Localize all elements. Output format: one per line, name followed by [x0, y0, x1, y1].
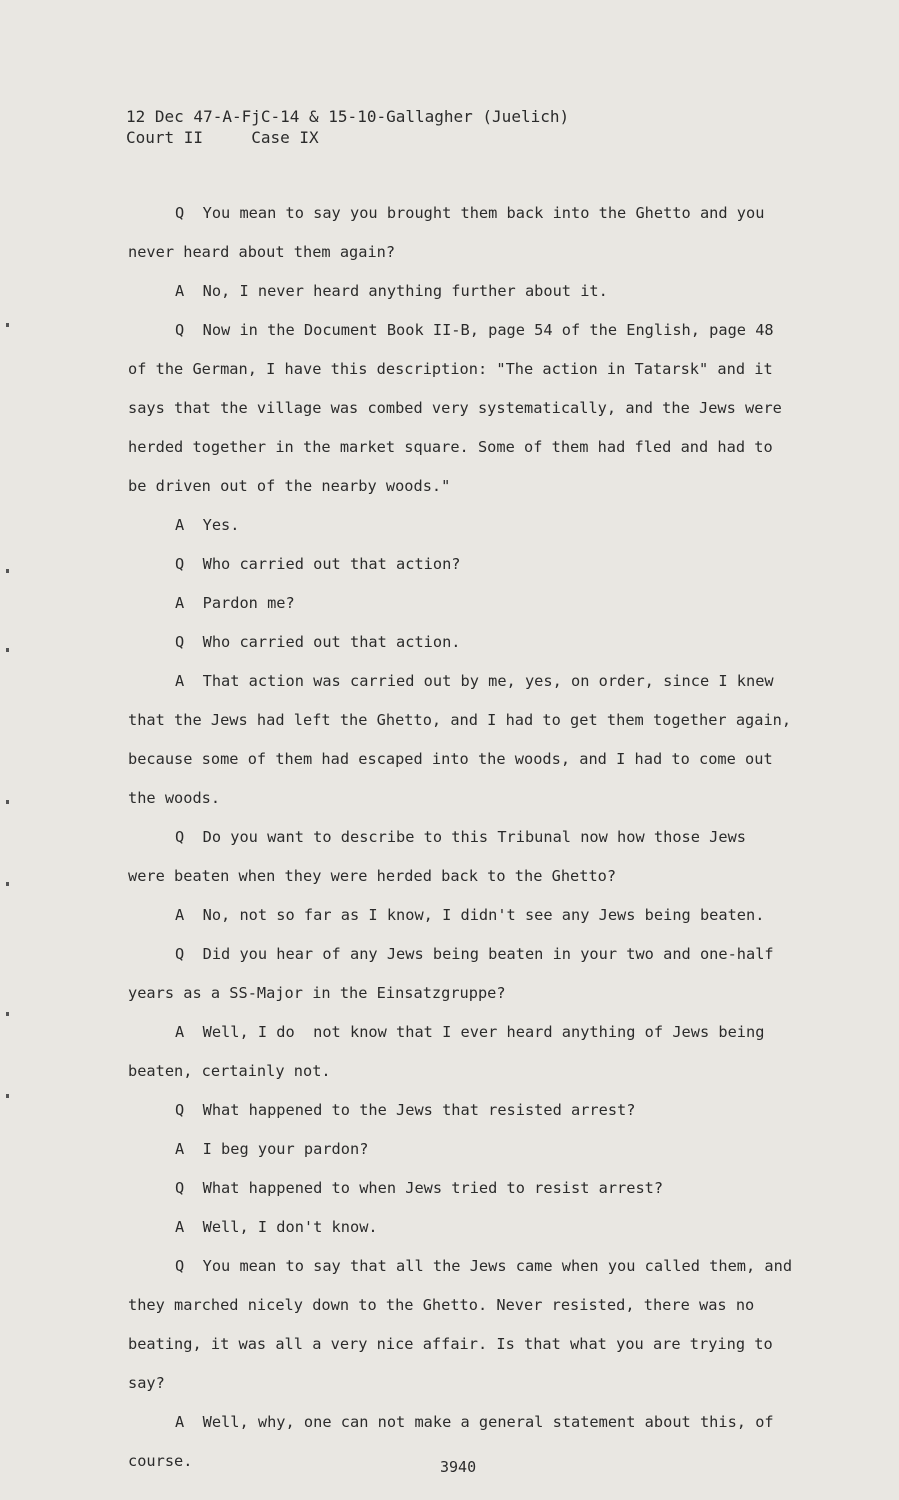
- margin-mark: [6, 1012, 9, 1016]
- header-line-1: 12 Dec 47-A-FjC-14 & 15-10-Gallagher (Juelich): [126, 107, 570, 126]
- transcript-line: A Well, I do not know that I ever heard anything of Jews being: [175, 1023, 765, 1041]
- margin-mark: [6, 800, 9, 804]
- transcript-line: years as a SS-Major in the Einsatzgruppe?: [128, 984, 506, 1002]
- transcript-line: Q Who carried out that action.: [175, 633, 461, 651]
- transcript-line: never heard about them again?: [128, 243, 396, 261]
- transcript-line: A Yes.: [175, 516, 240, 534]
- transcript-line: be driven out of the nearby woods.": [128, 477, 451, 495]
- margin-mark: [6, 323, 9, 327]
- transcript-line: they marched nicely down to the Ghetto. Never resisted, there was no: [128, 1296, 755, 1314]
- transcript-line: Q Now in the Document Book II-B, page 54 of the English, page 48: [175, 321, 774, 339]
- transcript-body: [128, 199, 828, 1486]
- transcript-line: that the Jews had left the Ghetto, and I had to get them together again,: [128, 711, 792, 729]
- transcript-line: A Well, why, one can not make a general statement about this, of: [175, 1413, 774, 1431]
- page-number: 3940: [440, 1458, 477, 1476]
- transcript-line: were beaten when they were herded back to the Ghetto?: [128, 867, 617, 885]
- transcript-line: the woods.: [128, 789, 221, 807]
- transcript-line: Q You mean to say you brought them back into the Ghetto and you: [175, 204, 765, 222]
- transcript-line: course.: [128, 1452, 193, 1470]
- transcript-line: herded together in the market square. Some of them had fled and had to: [128, 438, 773, 456]
- margin-mark: [6, 648, 9, 652]
- transcript-line: says that the village was combed very systematically, and the Jews were: [128, 399, 782, 417]
- transcript-line: Q Do you want to describe to this Tribunal now how those Jews: [175, 828, 746, 846]
- transcript-line: A That action was carried out by me, yes, on order, since I knew: [175, 672, 774, 690]
- transcript-line: A No, not so far as I know, I didn't see any Jews being beaten.: [175, 906, 765, 924]
- transcript-line: of the German, I have this description: "The action in Tatarsk" and it: [128, 360, 773, 378]
- transcript-line: A I beg your pardon?: [175, 1140, 369, 1158]
- header-line-2: Court II Case IX: [126, 128, 319, 147]
- transcript-line: because some of them had escaped into the woods, and I had to come out: [128, 750, 773, 768]
- document-header: [126, 106, 569, 148]
- transcript-line: Q You mean to say that all the Jews came when you called them, and: [175, 1257, 793, 1275]
- transcript-line: beating, it was all a very nice affair. Is that what you are trying to: [128, 1335, 773, 1353]
- transcript-line: Q Did you hear of any Jews being beaten in your two and one-half: [175, 945, 774, 963]
- transcript-line: say?: [128, 1374, 165, 1392]
- margin-mark: [6, 882, 9, 886]
- transcript-line: Q Who carried out that action?: [175, 555, 461, 573]
- transcript-line: Q What happened to the Jews that resisted arrest?: [175, 1101, 636, 1119]
- transcript-line: A No, I never heard anything further about it.: [175, 282, 608, 300]
- margin-mark: [6, 569, 9, 573]
- transcript-line: Q What happened to when Jews tried to resist arrest?: [175, 1179, 664, 1197]
- margin-mark: [6, 1094, 9, 1098]
- transcript-line: A Pardon me?: [175, 594, 295, 612]
- transcript-line: A Well, I don't know.: [175, 1218, 378, 1236]
- transcript-line: beaten, certainly not.: [128, 1062, 331, 1080]
